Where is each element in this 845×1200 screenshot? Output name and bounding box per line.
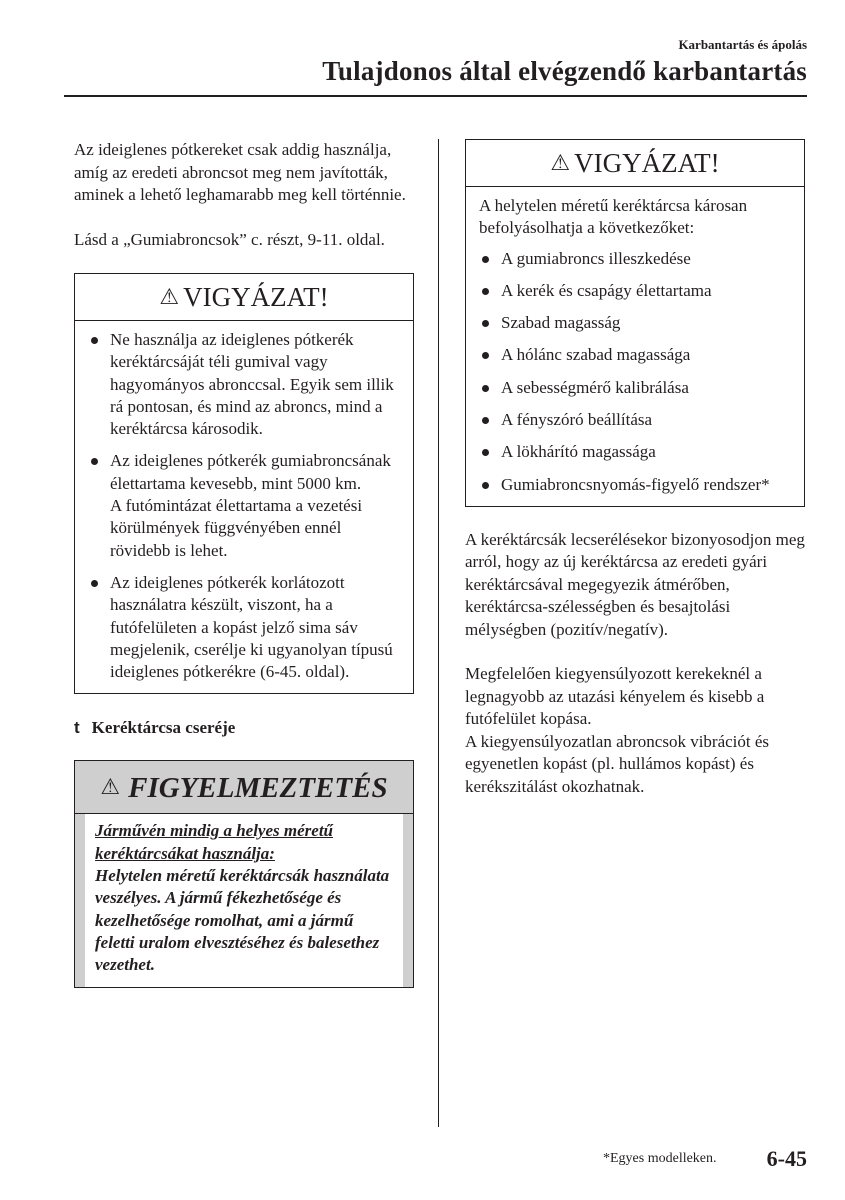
subheading-text: Keréktárcsa cseréje [91, 718, 236, 738]
caution-box-right [465, 139, 805, 507]
caution-body [75, 321, 413, 693]
page-title: Tulajdonos által elvégzendő karbantartás [322, 56, 807, 86]
right-column [465, 139, 805, 820]
warning-inner [85, 814, 403, 986]
warning-text: Helytelen méretű keréktárcsák használata veszélyes. A jármű fékezhetősége és kezelhetősége romolhat, ami a jármű feletti uralom elvesztéséhez és balesethez vezethet. [95, 866, 390, 975]
caution-title: VIGYÁZAT! [183, 282, 329, 312]
warning-box [74, 760, 414, 987]
footnote: *Egyes modelleken. [603, 1151, 717, 1166]
page-number: 6-45 [766, 1146, 807, 1171]
column-divider [438, 139, 439, 1127]
caution-intro: A helytelen méretű keréktárcsa károsan befolyásolhatja a következőket: [479, 196, 748, 238]
caution-box-left [74, 273, 414, 694]
caution-bullet [88, 450, 401, 561]
warning-heading [75, 761, 413, 814]
caution-bullet: Ne használja az ideiglenes pótkerék keréktárcsáját téli gumival vagy hagyományos abronccsal. Egyik sem illik rá pontosan, és mind az abroncs, mind a keréktárcsa károsodik. [88, 329, 401, 440]
caution-body [466, 187, 804, 506]
reference-paragraph: Lásd a „Gumiabroncsok” c. részt, 9-11. oldal. [74, 229, 385, 249]
caution-item: A lökhárító magassága [479, 441, 792, 463]
caution-heading [75, 274, 413, 321]
subheading-marker: t [74, 718, 80, 738]
warning-triangle-icon: ⚠ [550, 150, 571, 175]
caution-item: A sebességmérő kalibrálása [479, 377, 792, 399]
caution-item: A kerék és csapágy élettartama [479, 280, 792, 302]
caution-item: Gumiabroncsnyomás-figyelő rendszer* [479, 474, 792, 496]
caution-item: A gumiabroncs illeszkedése [479, 248, 792, 270]
header-rule [64, 95, 807, 97]
caution-bullet: Az ideiglenes pótkerék korlátozott használatra készült, viszont, ha a futófelületen a kopást jelző sima sáv megjelenik, cserélje ki ugyanolyan típusú ideiglenes pótkerékre (6-45. oldal). [88, 572, 401, 683]
subheading [74, 718, 414, 738]
caution-bullet-text: A futómintázat élettartama a vezetési körülmények függvényében ennél rövidebb is lehet. [110, 496, 363, 560]
caution-item: A hólánc szabad magassága [479, 344, 792, 366]
spare-tire-paragraph: Az ideiglenes pótkereket csak addig használja, amíg az eredeti abroncsot meg nem javították, aminek a lehető leghamarabb meg kell történnie. [74, 140, 406, 204]
replacement-paragraph: A keréktárcsák lecserélésekor bizonyosodjon meg arról, hogy az új keréktárcsa az eredeti gyári keréktárcsával megegyezik átmérőben, keréktárcsa-szélességben és besajtolási mélységben (pozitív/negatív). [465, 529, 805, 639]
caution-item: A fényszóró beállítása [479, 409, 792, 431]
warning-underlined: Járművén mindig a helyes méretű keréktárcsákat használja: [95, 821, 333, 863]
balance-paragraph: Megfelelően kiegyensúlyozott kerekeknél a legnagyobb az utazási kényelem és kisebb a futófelület kopása. [465, 664, 765, 729]
warning-triangle-icon: ⚠ [159, 284, 180, 309]
caution-bullet-text: Az ideiglenes pótkerék gumiabroncsának élettartama kevesebb, mint 5000 km. [110, 451, 391, 493]
caution-heading [466, 140, 804, 187]
caution-item: Szabad magasság [479, 312, 792, 334]
imbalance-paragraph: A kiegyensúlyozatlan abroncsok vibrációt és egyenetlen kopást (pl. hullámos kopást) és kerékszitálást okozhatnak. [465, 731, 770, 796]
left-column [74, 139, 414, 1008]
warning-title: FIGYELMEZTETÉS [128, 772, 388, 805]
section-label: Karbantartás és ápolás [678, 37, 807, 52]
warning-body [75, 814, 413, 986]
caution-title: VIGYÁZAT! [574, 148, 720, 178]
warning-triangle-icon: ⚠ [100, 774, 121, 800]
